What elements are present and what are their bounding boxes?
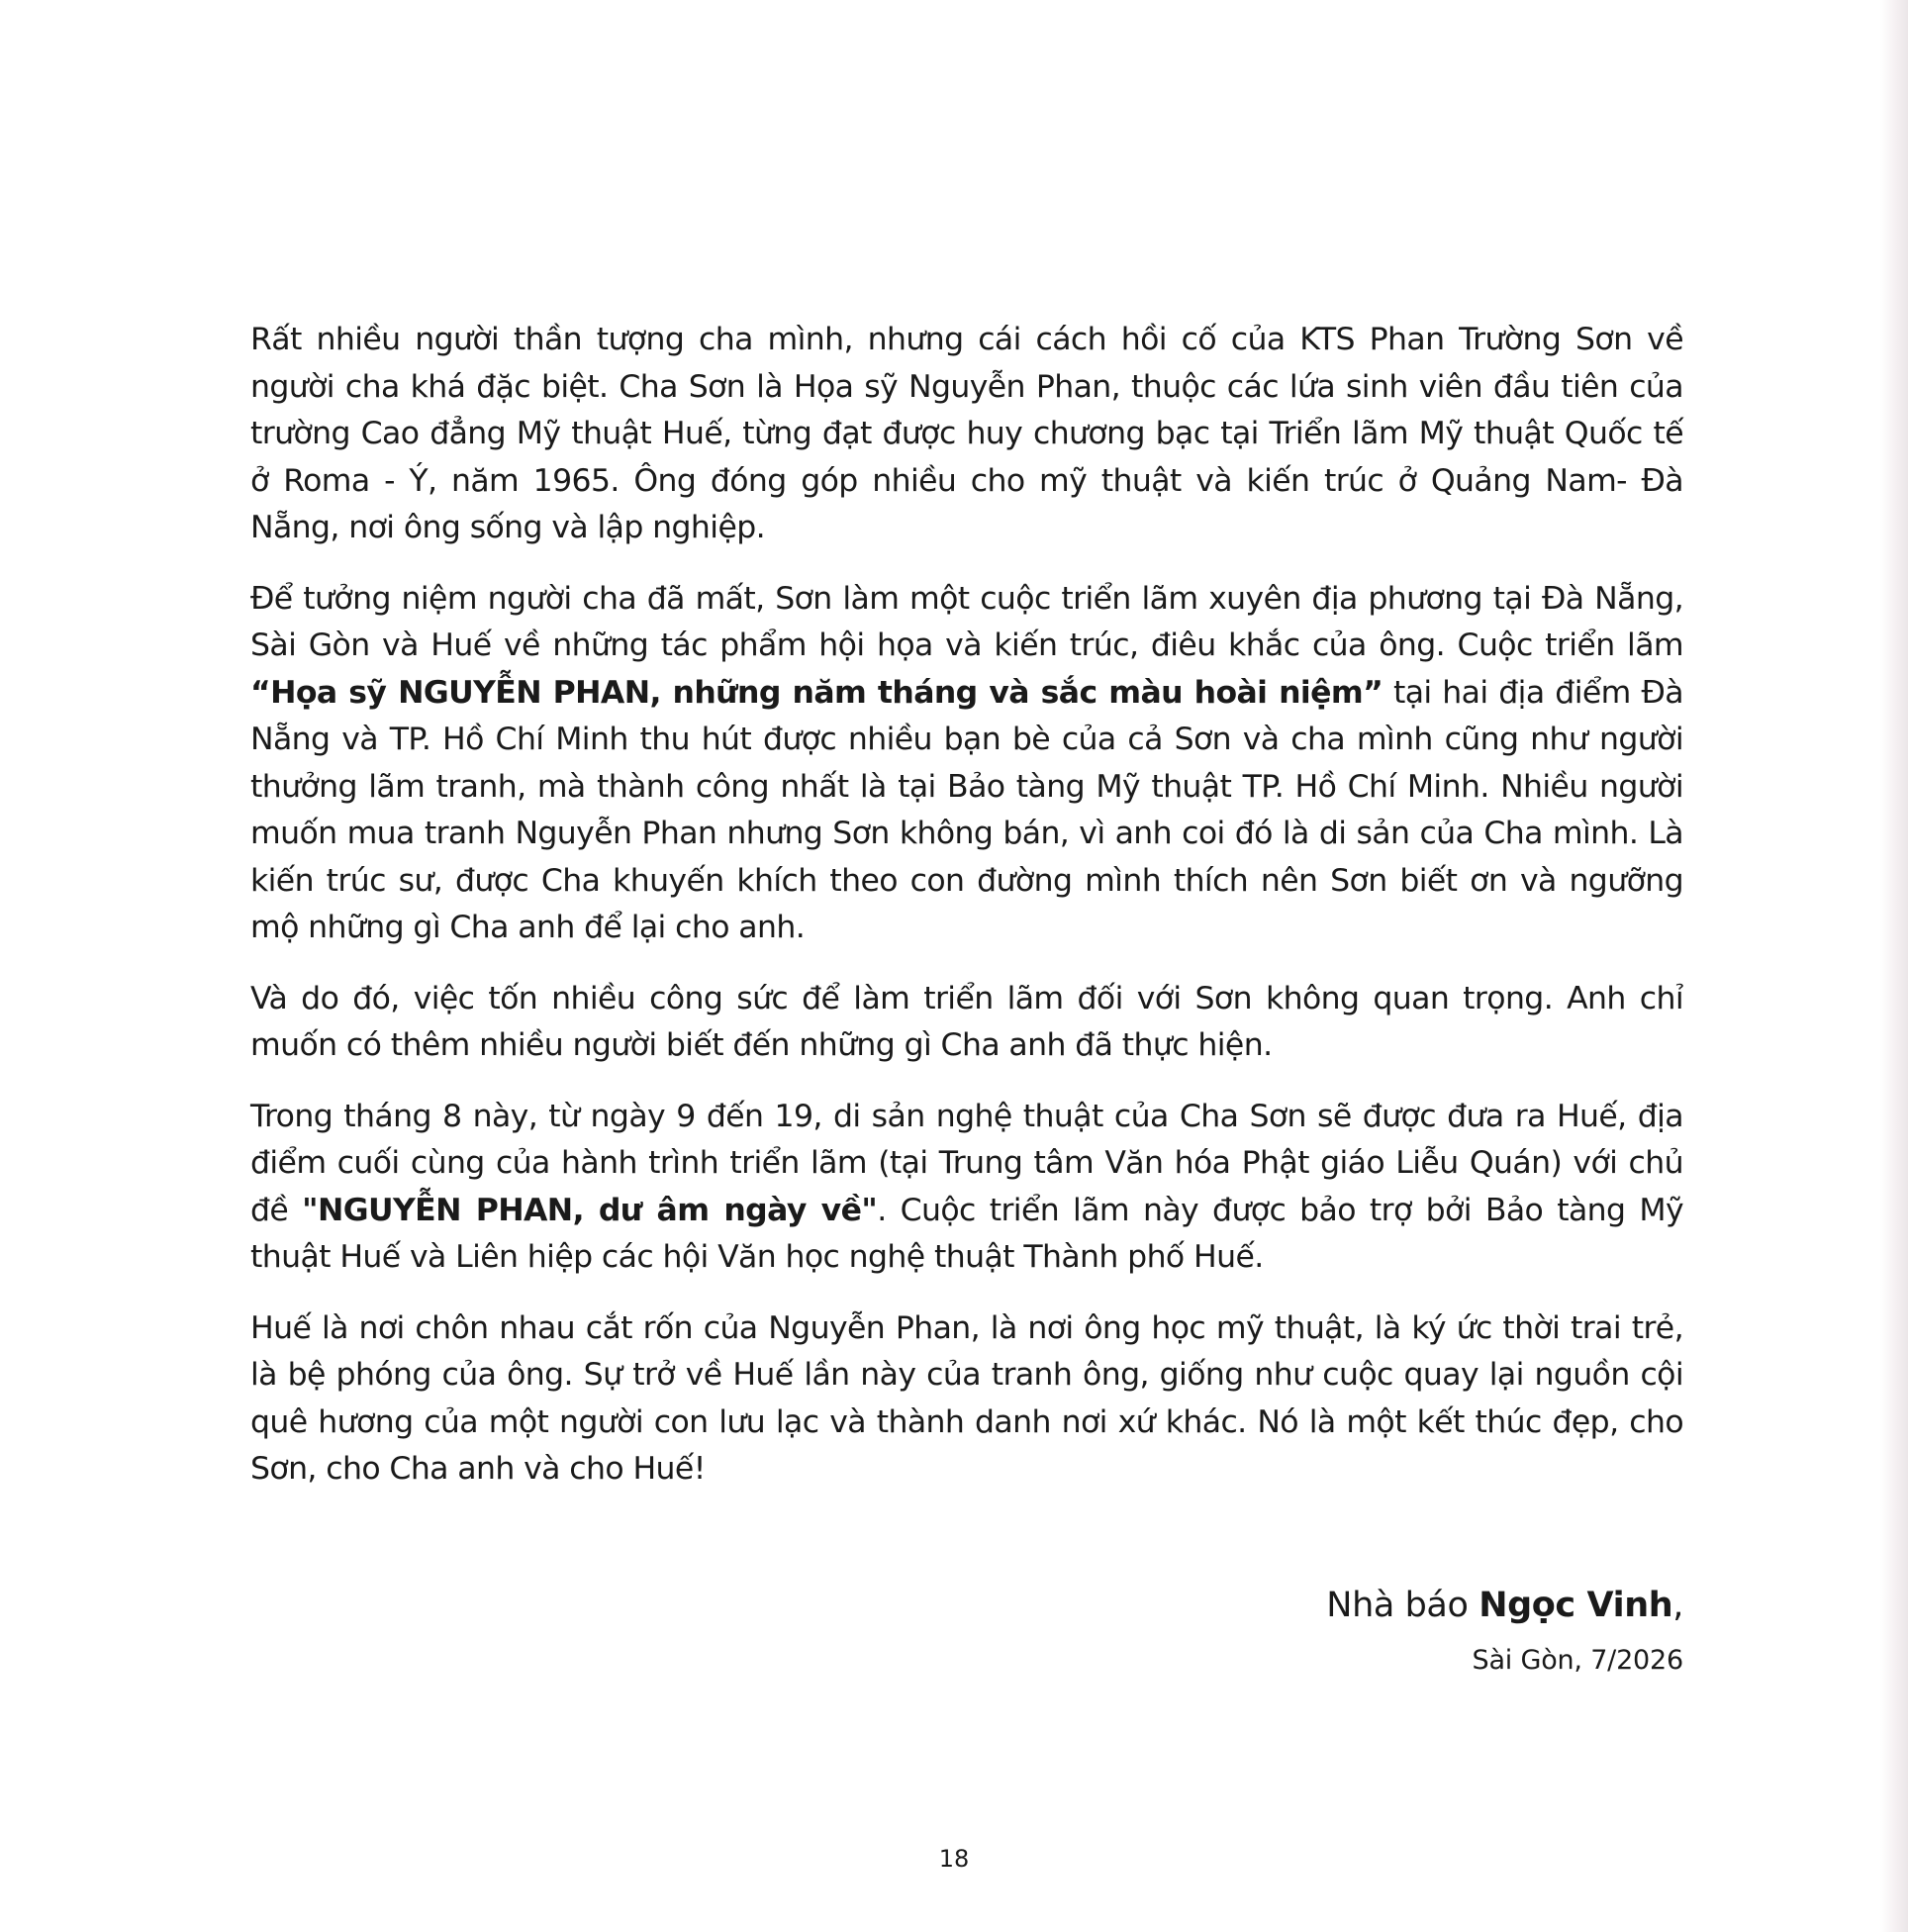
text-segment: Huế là nơi chôn nhau cắt rốn của Nguyễn Phan, là nơi ông học mỹ thuật, là ký ức thời trai trẻ, là bệ phóng của ông. Sự trở về Huế lần này của tranh ông, giống như cuộc quay lại nguồn cội quê hương của một người con lưu lạc và thành danh nơi xứ khác. Nó là một kết thúc đẹp, cho Sơn, cho Cha anh và cho Huế! [250, 1309, 1683, 1487]
article-body [250, 317, 1683, 1517]
signature-block [1326, 1578, 1683, 1689]
page-number: 18 [938, 1845, 970, 1873]
author-prefix: Nhà báo [1326, 1586, 1479, 1625]
author-suffix: , [1672, 1586, 1683, 1625]
author-line [1326, 1578, 1683, 1633]
paragraph [250, 1305, 1683, 1494]
text-segment: Rất nhiều người thần tượng cha mình, nhưng cái cách hồi cố của KTS Phan Trường Sơn về người cha khá đặc biệt. Cha Sơn là Họa sỹ Nguyễn Phan, thuộc các lứa sinh viên đầu tiên của trường Cao đẳng Mỹ thuật Huế, từng đạt được huy chương bạc tại Triển lãm Mỹ thuật Quốc tế ở Roma - Ý, năm 1965. Ông đóng góp nhiều cho mỹ thuật và kiến trúc ở Quảng Nam- Đà Nẵng, nơi ông sống và lập nghiệp. [250, 322, 1683, 545]
place-date: Sài Gòn, 7/2026 [1472, 1645, 1683, 1676]
page-edge-shade [1880, 0, 1908, 1932]
text-segment: Trong tháng 8 này, từ ngày 9 đến 19, di sản nghệ thuật của Cha Sơn sẽ được đưa ra Huế, địa điểm cuối cùng của hành trình triển lãm (tại Trung tâm Văn hóa Phật giáo Liễu Quán) với chủ đề [250, 1098, 1683, 1228]
paragraph [250, 317, 1683, 552]
text-segment: tại hai địa điểm Đà Nẵng và TP. Hồ Chí Minh thu hút được nhiều bạn bè của cả Sơn và cha mình cũng như người thưởng lãm tranh, mà thành công nhất là tại Bảo tàng Mỹ thuật TP. Hồ Chí Minh. Nhiều người muốn mua tranh Nguyễn Phan nhưng Sơn không bán, vì anh coi đó là di sản của Cha mình. Là kiến trúc sư, được Cha khuyến khích theo con đường mình thích nên Sơn biết ơn và ngưỡng mộ những gì Cha anh để lại cho anh. [250, 674, 1683, 945]
paragraph [250, 976, 1683, 1070]
text-segment: . Cuộc triển lãm này được bảo trợ bởi Bảo tàng Mỹ thuật Huế và Liên hiệp các hội Văn học nghệ thuật Thành phố Huế. [250, 1192, 1683, 1275]
text-segment: Để tưởng niệm người cha đã mất, Sơn làm một cuộc triển lãm xuyên địa phương tại Đà Nẵng, Sài Gòn và Huế về những tác phẩm hội họa và kiến trúc, điêu khắc của ông. Cuộc triển lãm [250, 580, 1683, 663]
author-name: Ngọc Vinh [1479, 1586, 1673, 1625]
bold-title-segment: "NGUYỄN PHAN, dư âm ngày về" [302, 1192, 878, 1228]
text-segment: Và do đó, việc tốn nhiều công sức để làm triển lãm đối với Sơn không quan trọng. Anh chỉ muốn có thêm nhiều người biết đến những gì Cha anh đã thực hiện. [250, 980, 1683, 1063]
paragraph [250, 1094, 1683, 1282]
paragraph [250, 576, 1683, 952]
bold-title-segment: “Họa sỹ NGUYỄN PHAN, những năm tháng và sắc màu hoài niệm” [250, 674, 1383, 711]
